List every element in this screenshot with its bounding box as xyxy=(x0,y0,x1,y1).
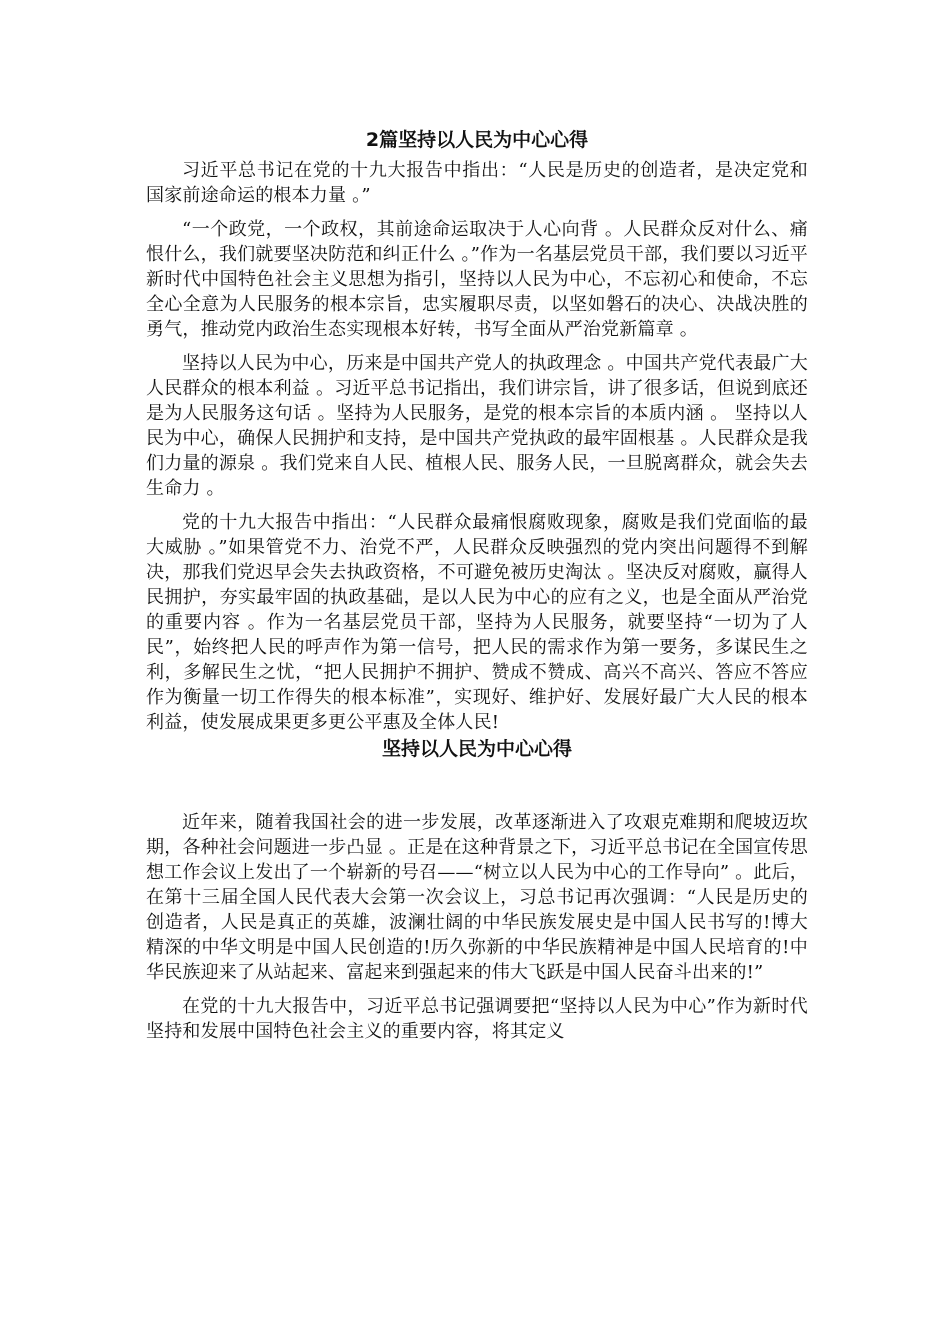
paragraph: 在党的十九大报告中，习近平总书记强调要把“坚持以人民为中心”作为新时代坚持和发展中国特色社会主义的重要内容，将其定义 xyxy=(146,996,808,1042)
paragraph: 近年来，随着我国社会的进一步发展，改革逐渐进入了攻艰克难期和爬坡迈坎期，各种社会问题进一步凸显 。正是在这种背景之下，习近平总书记在全国宣传思想工作会议上发出了一个崭新的号召——“树立以人民为中心的工作导向” 。此后，在第十三届全国人民代表大会第一次会议上，习总书记再次强调：“人民是历史的创造者，人民是真正的英雄，波澜壮阔的中华民族发展史是中国人民书写的!博大精深的中华文明是中国人民创造的!历久弥新的中华民族精神是中国人民培育的!中华民族迎来了从站起来、富起来到强起来的伟大飞跃是中国人民奋斗出来的!” xyxy=(146,812,808,983)
document-title: 2篇坚持以人民为中心心得 xyxy=(365,129,589,151)
paragraph: 党的十九大报告中指出：“人民群众最痛恨腐败现象，腐败是我们党面临的最大威胁 。”如果管党不力、治党不严，人民群众反映强烈的党内突出问题得不到解决，那我们党迟早会失去执政资格，不可避免被历史淘汰 。坚决反对腐败，赢得人民拥护，夯实最牢固的执政基础，是以人民为中心的应有之义，也是全面从严治党的重要内容 。作为一名基层党员干部，坚持为人民服务，就要坚持“一切为了人民”，始终把人民的呼声作为第一信号，把人民的需求作为第一要务，多谋民生之利，多解民生之忧，“把人民拥护不拥护、赞成不赞成、高兴不高兴、答应不答应作为衡量一切工作得失的根本标准”，实现好、维护好、发展好最广大人民的根本利益，使发展成果更多更公平惠及全体人民! xyxy=(146,512,808,733)
document-body xyxy=(146,122,808,1053)
paragraph: “一个政党，一个政权，其前途命运取决于人心向背 。人民群众反对什么、痛恨什么，我们就要坚决防范和纠正什么 。”作为一名基层党员干部，我们要以习近平新时代中国特色社会主义思想为指引，坚持以人民为中心，不忘初心和使命，不忘全心全意为人民服务的根本宗旨，忠实履职尽责，以坚如磐石的决心、决战决胜的勇气，推动党内政治生态实现根本好转，书写全面从严治党新篇章 。 xyxy=(146,219,808,340)
paragraph: 习近平总书记在党的十九大报告中指出：“人民是历史的创造者，是决定党和国家前途命运的根本力量 。” xyxy=(146,160,808,206)
paragraph: 坚持以人民为中心，历来是中国共产党人的执政理念 。中国共产党代表最广大人民群众的根本利益 。习近平总书记指出，我们讲宗旨，讲了很多话，但说到底还是为人民服务这句话 。坚持为人民服务，是党的根本宗旨的本质内涵 。 坚持以人民为中心，确保人民拥护和支持，是中国共产党执政的最牢固根基 。人民群众是我们力量的源泉 。我们党来自人民、植根人民、服务人民，一旦脱离群众，就会失去生命力 。 xyxy=(146,353,808,499)
section-title: 坚持以人民为中心心得 xyxy=(381,738,572,760)
spacer xyxy=(146,763,808,810)
